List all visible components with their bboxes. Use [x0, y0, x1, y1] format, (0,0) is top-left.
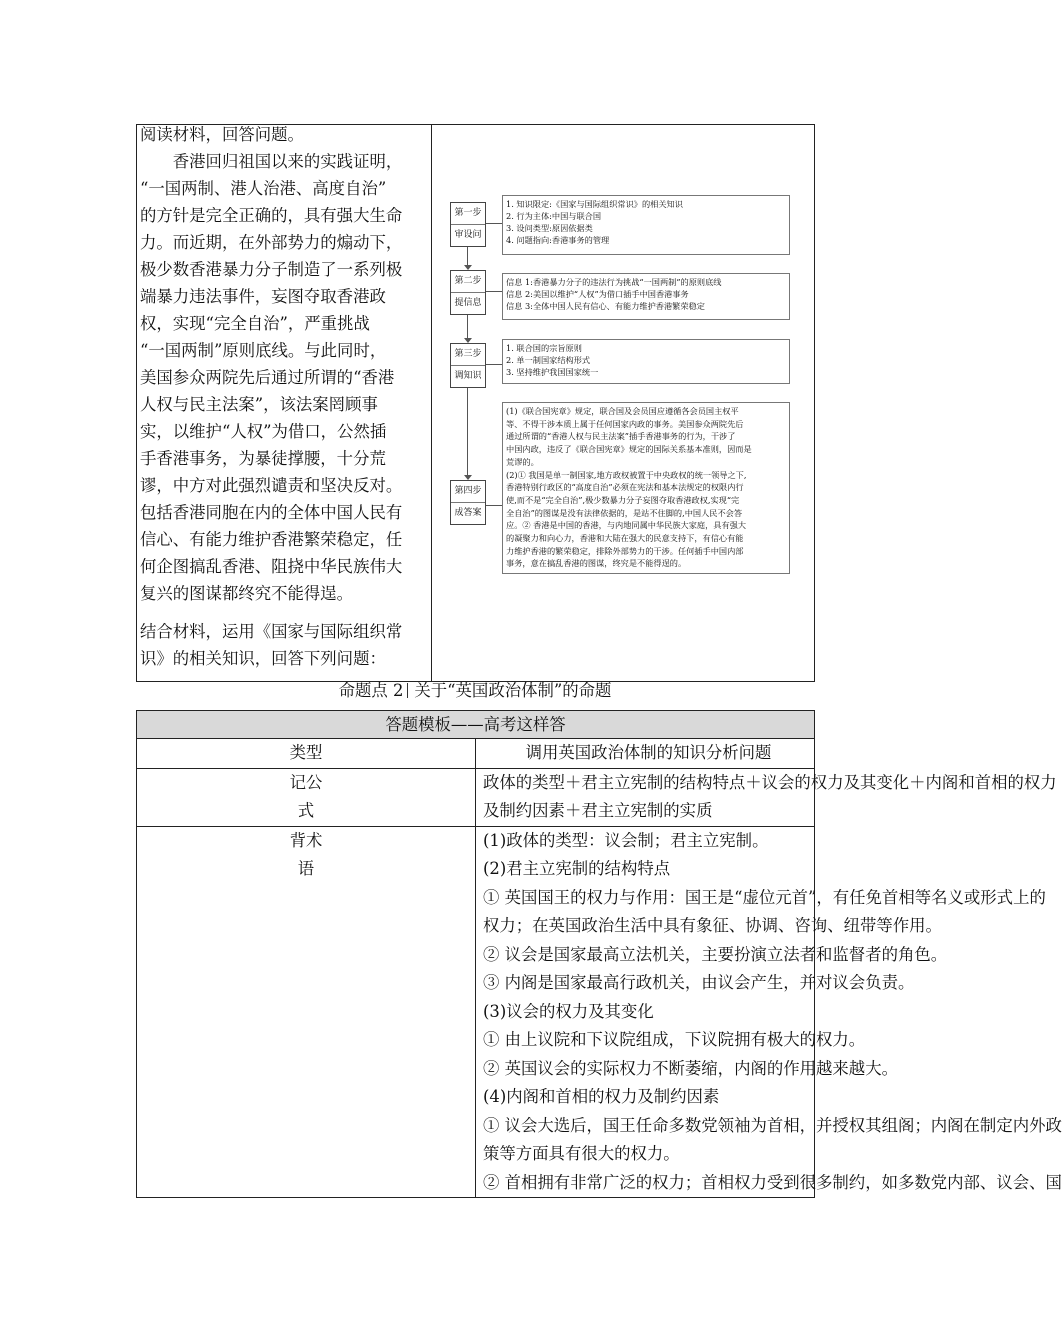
row-label: [137, 768, 476, 826]
caption-number: 命题点 2: [338, 681, 404, 700]
material-line: 香港回归祖国以来的实践证明，: [140, 152, 403, 171]
material-line: 的方针是完全正确的，具有强大生命: [140, 206, 403, 225]
material-line: 权，实现“完全自治”，严重挑战: [140, 314, 370, 333]
recite-line: (1)政体的类型：议会制；君主立宪制。: [483, 830, 769, 850]
step-box-3: [450, 343, 486, 388]
connector-line: [485, 364, 502, 365]
material-line: 人权与民主法案”，该法案罔顾事: [140, 395, 378, 414]
content-line: 通过所谓的“香港人权与民主法案”插手香港事务的行为，干涉了: [506, 431, 736, 442]
connector-line: [467, 315, 468, 339]
recite-line: (3)议会的权力及其变化: [483, 1001, 654, 1021]
step-action: 调知识: [454, 371, 482, 381]
type-value: 调用英国政治体制的知识分析问题: [525, 743, 772, 762]
content-line: 应。② 香港是中国的香港，与内地同属中华民族大家庭，具有强大: [506, 520, 747, 531]
type-label: 类型: [289, 743, 323, 762]
answer-template-table: [136, 710, 1062, 1198]
material-line: 力。而近期，在外部势力的煽动下，: [140, 233, 403, 252]
content-line: 等、不得干涉本质上属于任何国家内政的事务。美国参众两院先后: [506, 418, 744, 429]
section-caption: [0, 681, 950, 701]
formula-label: 式: [297, 801, 315, 820]
recite-line: (2)君主立宪制的结构特点: [483, 859, 671, 878]
connector-line: [467, 388, 468, 476]
formula-line: 政体的类型＋君主立宪制的结构特点＋议会的权力及其变化＋内阁和首相的权力: [483, 772, 1057, 792]
step-action: 提信息: [454, 298, 482, 308]
material-line: 信心、有能力维护香港繁荣稳定，任: [140, 530, 403, 549]
step-box-2: [450, 270, 486, 315]
content-line: 2. 单一制国家结构形式: [506, 355, 591, 365]
content-line: 全自治”的图谋是没有法律依据的，是站不住脚的,中国人民不会答: [506, 507, 743, 518]
material-line: 实，以维护“人权”为借口，公然插: [140, 422, 387, 441]
content-line: 3. 坚持维护我国国家统一: [506, 367, 599, 377]
content-line: 3. 设问类型:原因依据类: [506, 223, 593, 233]
material-line: 结合材料，运用《国家与国际组织常: [140, 622, 403, 641]
material-line: 阅读材料，回答问题。: [140, 125, 304, 144]
recite-label: 语: [297, 859, 315, 878]
flow-diagram: [432, 125, 814, 681]
content-line: 荒谬的。: [506, 456, 539, 467]
step-action: 审设问: [454, 230, 482, 240]
material-line: 极少数香港暴力分子制造了一系列极: [140, 260, 403, 279]
content-line: 4. 问题指向:香港事务的管理: [506, 235, 610, 245]
recite-line: 权力；在英国政治生活中具有象征、协调、咨询、纽带等作用。: [483, 916, 942, 935]
material-line: “一国两制”原则底线。与此同时，: [140, 341, 387, 360]
recite-line: ① 议会大选后，国王任命多数党领袖为首相，并授权其组阁；内阁在制定内外政: [483, 1115, 1062, 1135]
step-label: 第一步: [451, 203, 485, 225]
content-line: 事务，意在搞乱香港的图谋，终究是不能得逞的。: [506, 558, 687, 569]
content-line: (2)① 我国是单一制国家,地方政权被置于中央政权的统一领导之下,: [506, 469, 747, 480]
connector-line: [485, 223, 502, 224]
recite-line: ② 议会是国家最高立法机关，主要扮演立法者和监督者的角色。: [483, 944, 948, 964]
row-label: [137, 739, 476, 769]
connector-line: [485, 291, 502, 292]
material-line: 手香港事务，为暴徒撑腰，十分荒: [140, 449, 386, 468]
step-box-1: [450, 202, 486, 247]
formula-line: 及制约因素＋君主立宪制的实质: [483, 801, 713, 820]
content-line: 使,而不是“完全自治”,极少数暴力分子妄图夺取香港政权,实现“完: [506, 494, 740, 505]
material-line: 识》的相关知识，回答下列问题：: [140, 649, 386, 668]
recite-line: (4)内阁和首相的权力及制约因素: [483, 1087, 720, 1106]
step-label: 第三步: [451, 344, 485, 366]
material-line: 端暴力违法事件，妄图夺取香港政: [140, 287, 386, 306]
material-line: 复兴的图谋都终究不能得逞。: [140, 584, 354, 603]
content-line: 1. 知识限定:《国家与国际组织常识》的相关知识: [506, 199, 683, 209]
content-line: 中国内政，违反了《联合国宪章》规定的国际关系基本准则，因而是: [506, 444, 752, 455]
formula-cell: [476, 768, 1057, 826]
step4-content: [502, 402, 790, 574]
content-line: 信息 2:美国以维护“人权”为借口插手中国香港事务: [506, 289, 689, 299]
material-line: 何企图搞乱香港、阻挠中华民族伟大: [140, 557, 403, 576]
recite-line: ① 由上议院和下议院组成，下议院拥有极大的权力。: [483, 1030, 866, 1049]
formula-label: 记公: [289, 772, 323, 792]
content-line: (1)《联合国宪章》规定，联合国及会员国应遵循各会员国主权平: [506, 406, 739, 416]
step1-content: [502, 195, 790, 255]
step-box-4: [450, 480, 486, 525]
material-line: 包括香港同胞在内的全体中国人民有: [140, 503, 403, 522]
step-action: 成答案: [454, 508, 482, 518]
recite-line: ③ 内阁是国家最高行政机关，由议会产生，并对议会负责。: [483, 973, 915, 992]
recite-label: 背术: [289, 830, 323, 850]
material-cell: [137, 125, 432, 681]
recite-line: ② 首相拥有非常广泛的权力；首相权力受到很多制约，如多数党内部、议会、国: [483, 1172, 1062, 1192]
content-line: 的凝聚力和向心力，香港和大陆在强大的民意支持下，有信心有能: [506, 533, 744, 544]
connector-line: [485, 505, 502, 506]
material-line: 美国参众两院先后通过所谓的“香港: [140, 368, 395, 387]
step-label: 第四步: [451, 481, 485, 503]
connector-line: [467, 246, 468, 266]
step-label: 第二步: [451, 271, 485, 293]
material-line: “一国两制、港人治港、高度自治”: [140, 179, 387, 198]
content-line: 1. 联合国的宗旨原则: [506, 343, 582, 353]
recite-line: ① 英国国王的权力与作用：国王是“虚位元首”，有任免首相等名义或形式上的: [483, 887, 1046, 907]
recite-line: ② 英国议会的实际权力不断萎缩，内阁的作用越来越大。: [483, 1058, 898, 1078]
material-line: 谬，中方对此强烈谴责和坚决反对。: [140, 476, 403, 495]
recite-line: 策等方面具有很大的权力。: [483, 1144, 680, 1163]
content-line: 力维护香港的繁荣稳定，排除外部势力的干涉。任何插手中国内部: [506, 545, 744, 556]
step2-content: [502, 273, 790, 320]
caption-title: 关于“英国政治体制”的命题: [414, 681, 612, 700]
content-line: 2. 行为主体:中国与联合国: [506, 211, 602, 221]
material-table: [136, 124, 815, 682]
content-line: 信息 3:全体中国人民有信心、有能力维护香港繁荣稳定: [506, 301, 705, 311]
template-banner: 答题模板——高考这样答: [137, 711, 815, 739]
recite-cell: [476, 826, 1062, 1198]
content-line: 香港特别行政区的“高度自治”必须在宪法和基本法规定的权限内行: [506, 482, 744, 493]
type-cell: [476, 739, 815, 769]
step3-content: [502, 339, 790, 384]
row-label: [137, 826, 476, 1198]
caption-divider: [407, 683, 408, 698]
content-line: 信息 1:香港暴力分子的违法行为挑战“一国两制”的原则底线: [506, 277, 722, 287]
